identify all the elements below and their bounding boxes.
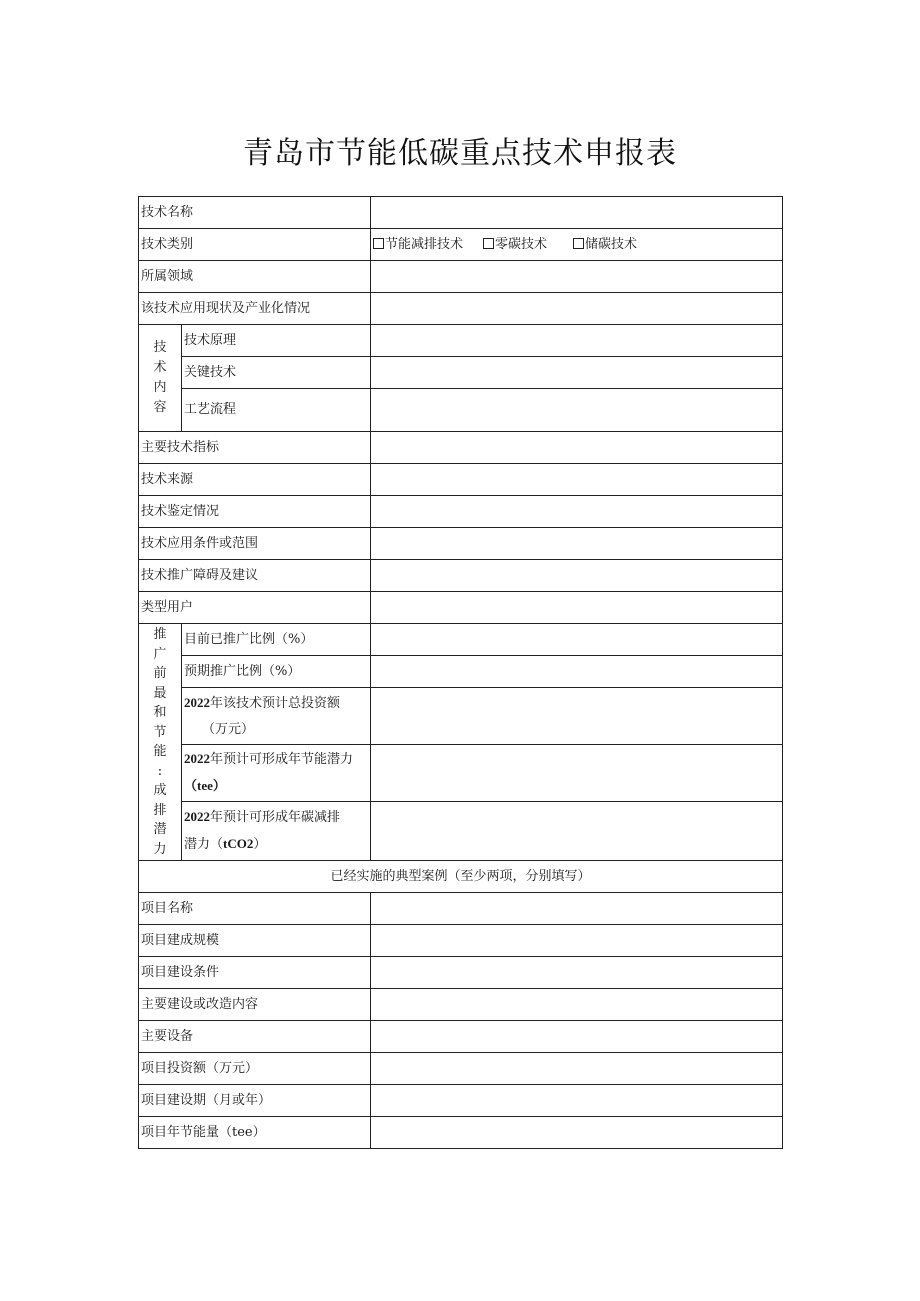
label-project-scale: 项目建成规模 <box>139 925 371 957</box>
label-tech-content-group: 技 术 内 容 <box>139 325 182 432</box>
input-obstacles[interactable] <box>371 560 783 592</box>
input-source[interactable] <box>371 464 783 496</box>
row-tech-category <box>139 229 783 261</box>
label-current-ratio: 目前已推广比例（%） <box>182 624 371 656</box>
row-project-scale <box>139 925 783 957</box>
row-application-status <box>139 293 783 325</box>
input-expected-ratio[interactable] <box>371 656 783 688</box>
label-expected-ratio: 预期推广比例（%） <box>182 656 371 688</box>
label-project-investment: 项目投资额（万元） <box>139 1053 371 1085</box>
input-project-investment[interactable] <box>371 1053 783 1085</box>
input-conditions[interactable] <box>371 528 783 560</box>
label-appraisal: 技术鉴定情况 <box>139 496 371 528</box>
row-current-ratio <box>139 624 783 656</box>
label-project-energy-saving: 项目年节能量（tee） <box>139 1117 371 1149</box>
row-cases-header <box>139 861 783 893</box>
label-project-period: 项目建设期（月或年） <box>139 1085 371 1117</box>
input-carbon-potential[interactable] <box>371 802 783 861</box>
row-key-tech <box>139 357 783 389</box>
label-investment: 2022年该技术预计总投资额 （万元） <box>182 688 371 745</box>
input-field[interactable] <box>371 261 783 293</box>
label-obstacles: 技术推广障碍及建议 <box>139 560 371 592</box>
input-current-ratio[interactable] <box>371 624 783 656</box>
label-promotion-group: 推 广 前 最 和 节 能 : 成 排 潜 力 <box>139 624 182 861</box>
cases-section-header: 已经实施的典型案例（至少两项，分别填写） <box>139 861 783 893</box>
row-project-name <box>139 893 783 925</box>
label-energy-potential: 2022年预计可形成年节能潜力 （tee） <box>182 745 371 802</box>
row-process <box>139 389 783 432</box>
row-project-equipment <box>139 1021 783 1053</box>
input-key-tech[interactable] <box>371 357 783 389</box>
input-process[interactable] <box>371 389 783 432</box>
input-tech-name[interactable] <box>371 197 783 229</box>
label-main-indicators: 主要技术指标 <box>139 432 371 464</box>
label-key-tech: 关键技术 <box>182 357 371 389</box>
checkbox-icon[interactable] <box>483 238 494 249</box>
input-project-conditions[interactable] <box>371 957 783 989</box>
input-project-name[interactable] <box>371 893 783 925</box>
input-energy-potential[interactable] <box>371 745 783 802</box>
row-investment <box>139 688 783 745</box>
label-tech-name: 技术名称 <box>139 197 371 229</box>
checkbox-icon[interactable] <box>573 238 584 249</box>
checkbox-icon[interactable] <box>373 238 384 249</box>
row-project-conditions <box>139 957 783 989</box>
row-project-investment <box>139 1053 783 1085</box>
label-application-status: 该技术应用现状及产业化情况 <box>139 293 371 325</box>
input-appraisal[interactable] <box>371 496 783 528</box>
option-zero-carbon[interactable]: 零碳技术 <box>483 236 547 254</box>
input-project-equipment[interactable] <box>371 1021 783 1053</box>
row-project-content <box>139 989 783 1021</box>
application-form-table <box>138 196 783 1149</box>
input-investment[interactable] <box>371 688 783 745</box>
label-conditions: 技术应用条件或范围 <box>139 528 371 560</box>
promo-colon-line: 能 : <box>153 744 167 779</box>
row-source <box>139 464 783 496</box>
label-principle: 技术原理 <box>182 325 371 357</box>
row-expected-ratio <box>139 656 783 688</box>
label-field: 所属领域 <box>139 261 371 293</box>
input-project-scale[interactable] <box>371 925 783 957</box>
option-carbon-storage[interactable]: 储碳技术 <box>573 236 637 254</box>
row-principle <box>139 325 783 357</box>
input-project-content[interactable] <box>371 989 783 1021</box>
row-appraisal <box>139 496 783 528</box>
label-project-content: 主要建设或改造内容 <box>139 989 371 1021</box>
row-project-energy-saving <box>139 1117 783 1149</box>
row-conditions <box>139 528 783 560</box>
row-project-period <box>139 1085 783 1117</box>
row-typical-users <box>139 592 783 624</box>
option-energy-saving[interactable]: 节能减排技术 <box>373 236 463 254</box>
row-obstacles <box>139 560 783 592</box>
row-main-indicators <box>139 432 783 464</box>
row-carbon-potential <box>139 802 783 861</box>
input-project-energy-saving[interactable] <box>371 1117 783 1149</box>
input-typical-users[interactable] <box>371 592 783 624</box>
page-title: 青岛市节能低碳重点技术申报表 <box>243 136 677 171</box>
input-principle[interactable] <box>371 325 783 357</box>
row-field <box>139 261 783 293</box>
label-project-conditions: 项目建设条件 <box>139 957 371 989</box>
label-tech-category: 技术类别 <box>139 229 371 261</box>
label-project-equipment: 主要设备 <box>139 1021 371 1053</box>
label-source: 技术来源 <box>139 464 371 496</box>
label-project-name: 项目名称 <box>139 893 371 925</box>
row-tech-name <box>139 197 783 229</box>
tech-category-options <box>371 229 783 261</box>
input-application-status[interactable] <box>371 293 783 325</box>
input-main-indicators[interactable] <box>371 432 783 464</box>
label-carbon-potential: 2022年预计可形成年碳减排 潜力（tCO2） <box>182 802 371 861</box>
row-energy-potential <box>139 745 783 802</box>
label-process: 工艺流程 <box>182 389 371 432</box>
label-typical-users: 类型用户 <box>139 592 371 624</box>
input-project-period[interactable] <box>371 1085 783 1117</box>
